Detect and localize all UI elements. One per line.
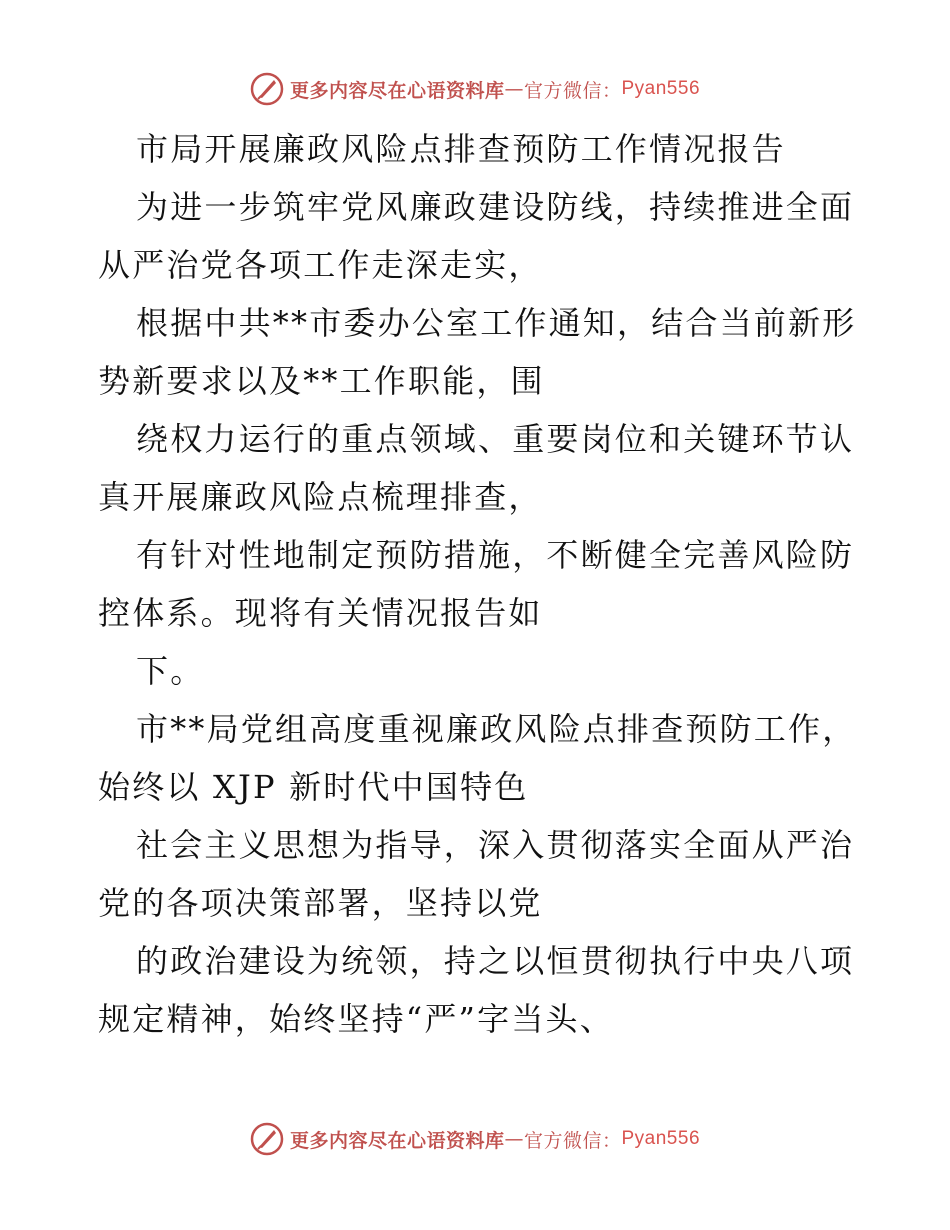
header-watermark-banner	[0, 72, 950, 106]
footer-watermark-banner	[0, 1122, 950, 1156]
doc-line: 从严治党各项工作走深走实，	[98, 246, 543, 284]
doc-line: 为进一步筑牢党风廉政建设防线，持续推进全面	[136, 188, 855, 226]
doc-line: 社会主义思想为指导，深入贯彻落实全面从严治	[136, 826, 855, 864]
doc-line: 真开展廉政风险点梳理排查，	[98, 478, 543, 516]
quill-pen-logo-icon	[250, 1122, 284, 1156]
doc-line: 绕权力运行的重点领域、重要岗位和关键环节认	[136, 420, 855, 458]
doc-line: 根据中共**市委办公室工作通知，结合当前新形	[136, 304, 857, 342]
quill-pen-logo-icon	[250, 72, 284, 106]
banner-brand-text: 更多内容尽在心语资料库	[289, 1129, 505, 1152]
doc-line: 始终以 XJP 新时代中国特色	[98, 768, 529, 806]
banner-contact-value: Pyan556	[621, 78, 701, 99]
doc-line: 市**局党组高度重视廉政风险点排查预防工作，	[136, 710, 857, 748]
doc-line: 势新要求以及**工作职能，围	[98, 362, 545, 400]
banner-contact-label: 官方微信：	[523, 1129, 622, 1152]
banner-brand-text: 更多内容尽在心语资料库	[289, 79, 505, 102]
doc-line: 党的各项决策部署，坚持以党	[98, 884, 543, 922]
doc-line: 有针对性地制定预防措施，不断健全完善风险防	[136, 536, 855, 574]
banner-separator: —	[504, 1128, 524, 1150]
banner-contact-label: 官方微信：	[523, 79, 622, 102]
banner-contact-value: Pyan556	[621, 1128, 701, 1149]
banner-separator: —	[504, 78, 524, 100]
doc-line: 的政治建设为统领，持之以恒贯彻执行中央八项	[136, 942, 855, 980]
document-body	[98, 120, 858, 1048]
doc-title: 市局开展廉政风险点排查预防工作情况报告	[136, 130, 786, 168]
doc-line: 规定精神，始终坚持“严”字当头、	[98, 1000, 614, 1038]
doc-line: 控体系。现将有关情况报告如	[98, 594, 543, 632]
doc-line: 下。	[136, 652, 205, 690]
